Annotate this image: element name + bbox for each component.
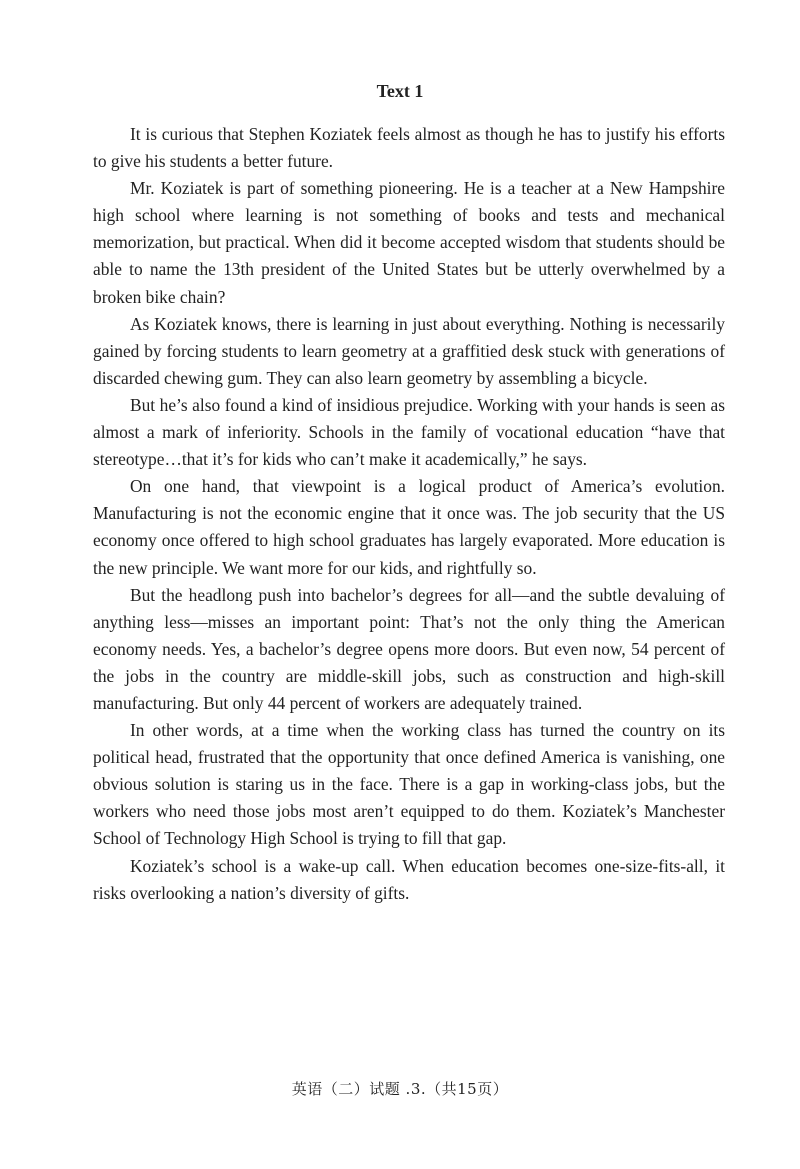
paragraph-6: But the headlong push into bachelor’s degrees for all—and the subtle devaluing of anything less—misses an important point: That’s not the only thing the American economy needs. Yes, a bachelor’s degree opens more doors. But even now, 54 percent of the jobs in the country are middle-skill jobs, such as construction and high-skill manufacturing. But only 44 percent of workers are adequately trained. — [93, 584, 725, 713]
paragraph-7: In other words, at a time when the working class has turned the country on its political head, frustrated that the opportunity that once defined America is vanishing, one obvious solution is staring us in the face. There is a gap in working-class jobs, but the workers who need those jobs most aren’t equipped to do them. Koziatek’s Manchester School of Technology High School is trying to fill that gap. — [93, 720, 725, 849]
paragraph-2: Mr. Koziatek is part of something pioneering. He is a teacher at a New Hampshire high school where learning is not something of books and tests and mechanical memorization, but practical. When did it become accepted wisdom that students should be able to name the 13th president of the United States but be utterly overwhelmed by a broken bike chain? — [93, 178, 725, 307]
paragraph-1: It is curious that Stephen Koziatek feels almost as though he has to justify his efforts to give his students a better future. — [93, 124, 725, 172]
paragraph-5: On one hand, that viewpoint is a logical product of America’s evolution. Manufacturing is not the economic engine that it once was. The job security that the US economy once offered to high school graduates has largely evaporated. More education is the new principle. We want more for our kids, and rightfully so. — [93, 476, 725, 578]
paragraph-8: Koziatek’s school is a wake-up call. When education becomes one-size-fits-all, it risks overlooking a nation’s diversity of gifts. — [93, 855, 725, 903]
paragraph-3: As Koziatek knows, there is learning in just about everything. Nothing is necessarily gained by forcing students to learn geometry at a graffitied desk stuck with generations of discarded chewing gum. They can also learn geometry by assembling a bicycle. — [93, 313, 725, 388]
page-footer: 英语（二）试题 .3.（共15页） — [291, 1080, 509, 1098]
text-title: Text 1 — [376, 81, 424, 101]
passage-body — [93, 121, 725, 907]
paragraph-4: But he’s also found a kind of insidious prejudice. Working with your hands is seen as almost a mark of inferiority. Schools in the family of vocational education “have that stereotype…that it’s for kids who can’t make it academically,” he says. — [93, 394, 725, 470]
